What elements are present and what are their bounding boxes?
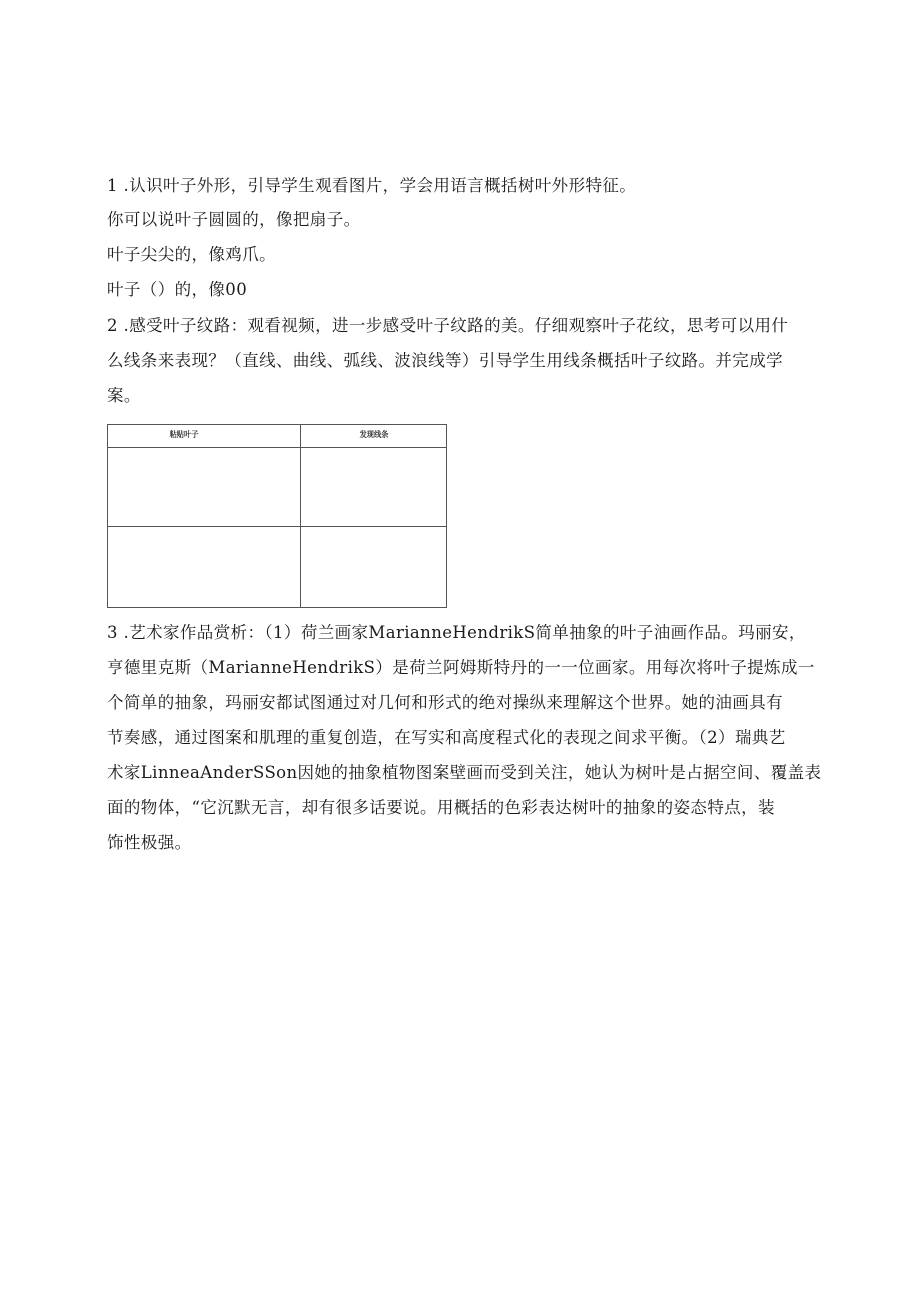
section1-example-1: 你可以说叶子圆圆的，像把扇子。 bbox=[107, 210, 361, 229]
section3-line-7: 饰性极强。 bbox=[107, 833, 192, 852]
section2-line-1: 2 .感受叶子纹路：观看视频，进一步感受叶子纹路的美。仔细观察叶子花纹，思考可以用什 bbox=[107, 316, 789, 335]
table-column-divider bbox=[300, 425, 301, 607]
section1-example-2: 叶子尖尖的，像鸡爪。 bbox=[107, 245, 276, 264]
section3-line-1: 3 .艺术家作品赏析：（1）荷兰画家MarianneHendrikS简单抽象的叶子油画作品。玛丽安， bbox=[107, 623, 806, 642]
table-header-paste-leaf: 粘贴叶子 bbox=[169, 430, 199, 439]
section3-line-4: 节奏感，通过图案和肌理的重复创造，在写实和高度程式化的表现之间求平衡。（2）瑞典艺 bbox=[107, 728, 786, 747]
section3-line-6: 面的物体，“它沉默无言，却有很多话要说。用概括的色彩表达树叶的抽象的姿态特点，装 bbox=[107, 798, 775, 817]
table-row-divider bbox=[108, 526, 446, 527]
section2-line-3: 案。 bbox=[107, 386, 141, 405]
section3-line-5: 术家LinneaAnderSSon因她的抽象植物图案壁画而受到关注，她认为树叶是占据空间、覆盖表 bbox=[107, 763, 822, 782]
table-header-divider bbox=[108, 447, 446, 448]
section3-line-3: 个简单的抽象，玛丽安都试图通过对几何和形式的绝对操纵来理解这个世界。她的油画具有 bbox=[107, 693, 783, 712]
section2-line-2: 么线条来表现？（直线、曲线、弧线、波浪线等）引导学生用线条概括叶子纹路。并完成学 bbox=[107, 351, 783, 370]
section1-heading: 1 .认识叶子外形，引导学生观看图片，学会用语言概括树叶外形特征。 bbox=[107, 176, 637, 195]
section1-example-3: 叶子（）的，像00 bbox=[107, 280, 248, 299]
section3-line-2: 亨德里克斯（MarianneHendrikS）是荷兰阿姆斯特丹的一一位画家。用每次将叶子提炼成一 bbox=[107, 658, 815, 677]
table-header-find-lines: 发现线条 bbox=[359, 430, 389, 439]
worksheet-table bbox=[107, 424, 447, 608]
